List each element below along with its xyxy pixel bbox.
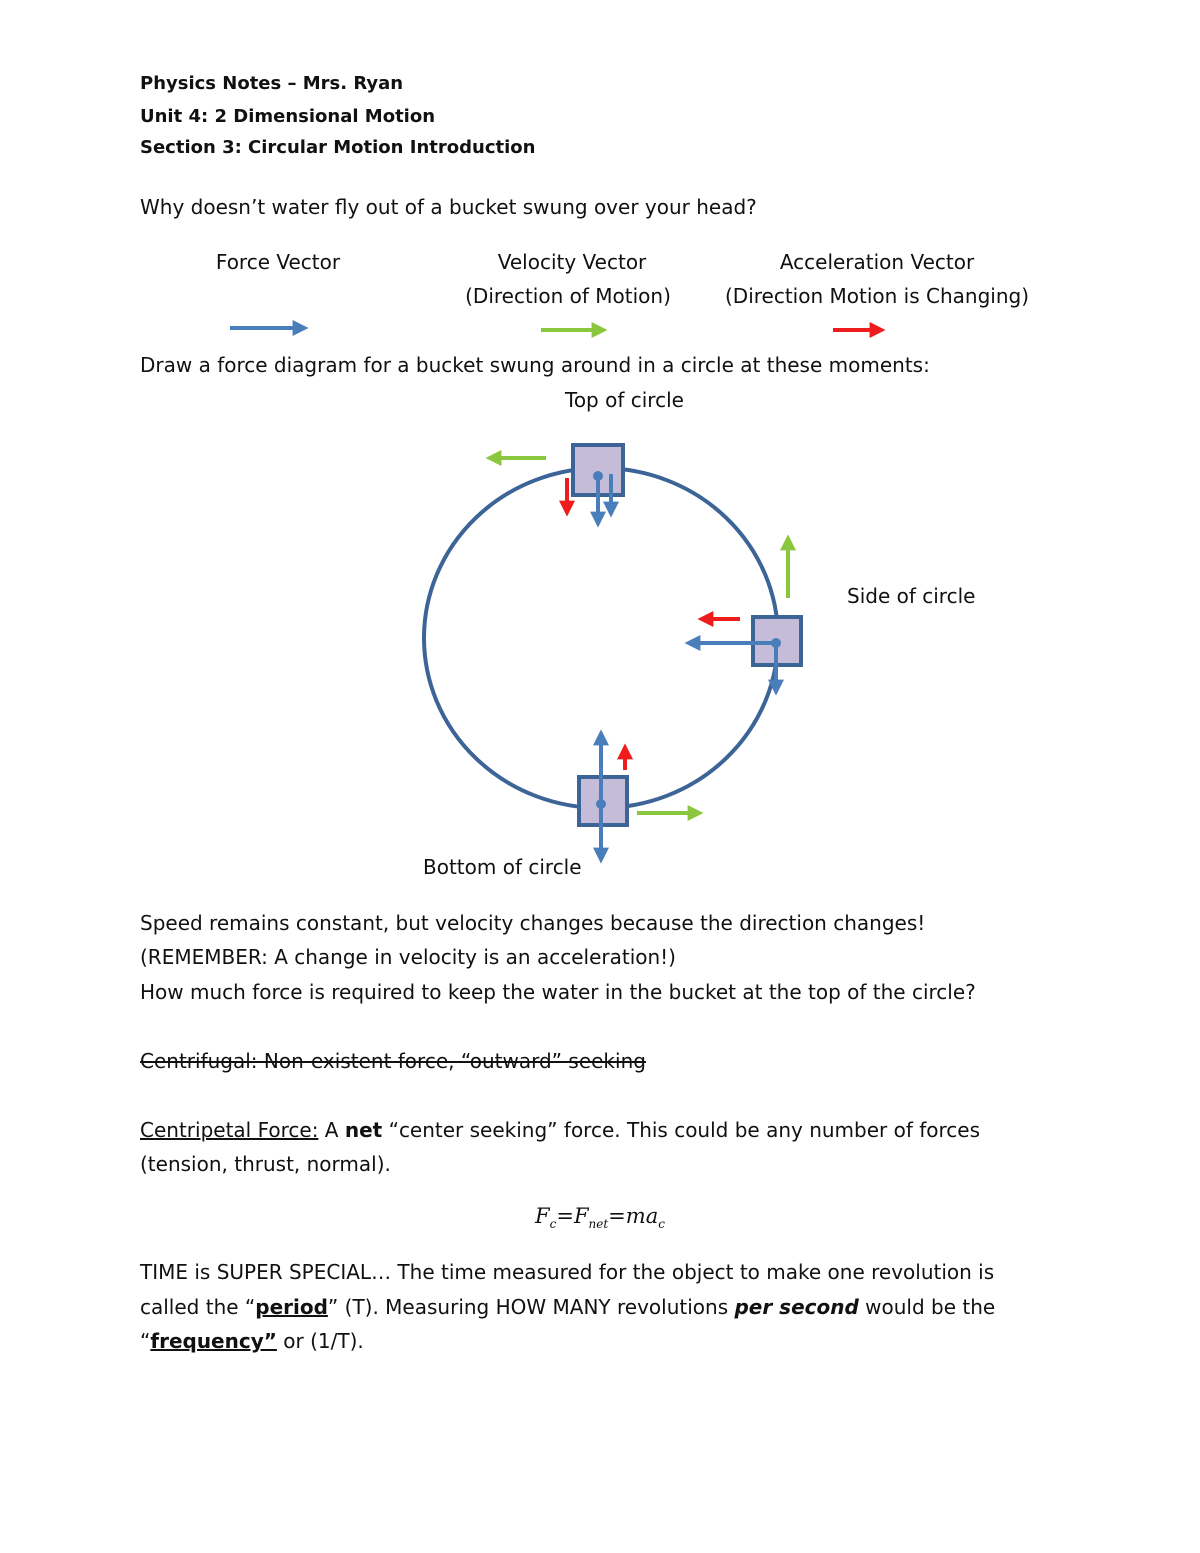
question: Why doesn’t water fly out of a bucket swung over your head? bbox=[140, 195, 757, 219]
header-title: Physics Notes – Mrs. Ryan bbox=[140, 73, 404, 94]
section-title: Section 3: Circular Motion Introduction bbox=[140, 137, 536, 158]
paragraph-speed: Speed remains constant, but velocity changes because the direction changes! bbox=[140, 911, 926, 935]
time-line-3: “frequency” or (1/T). bbox=[140, 1329, 364, 1353]
legend-velocity-sub: (Direction of Motion) bbox=[465, 284, 671, 308]
period-term: period bbox=[255, 1295, 328, 1319]
frequency-term: frequency” bbox=[150, 1329, 277, 1353]
time-line-1: TIME is SUPER SPECIAL… The time measured for the object to make one revolution is bbox=[140, 1260, 995, 1284]
legend-velocity-label: Velocity Vector bbox=[497, 250, 647, 274]
net-emphasis: net bbox=[344, 1118, 383, 1142]
centripetal-line-1: Centripetal Force: A net “center seeking” force. This could be any number of forces bbox=[140, 1118, 981, 1142]
centripetal-formula: $F_c=F_{net}=ma_c$ bbox=[535, 1204, 665, 1232]
per-second-term: per second bbox=[734, 1295, 859, 1319]
legend-acceleration-label: Acceleration Vector bbox=[779, 250, 975, 274]
centripetal-term: Centripetal Force: bbox=[140, 1118, 319, 1142]
top-bucket-center bbox=[593, 471, 603, 481]
legend-acceleration-sub: (Direction Motion is Changing) bbox=[724, 284, 1030, 308]
paragraph-remember: (REMEMBER: A change in velocity is an acceleration!) bbox=[140, 945, 676, 969]
top-of-circle-label: Top of circle bbox=[565, 388, 684, 412]
bottom-bucket-center bbox=[596, 799, 606, 809]
paragraph-question: How much force is required to keep the water in the bucket at the top of the circle? bbox=[140, 980, 976, 1004]
centrifugal-note: Centrifugal: Non-existent force, “outward” seeking bbox=[140, 1049, 646, 1073]
centripetal-line-2: (tension, thrust, normal). bbox=[140, 1152, 391, 1176]
side-of-circle-label: Side of circle bbox=[847, 584, 976, 608]
unit-title: Unit 4: 2 Dimensional Motion bbox=[140, 106, 436, 127]
time-line-2: called the “period” (T). Measuring HOW MANY revolutions per second would be the bbox=[140, 1295, 996, 1319]
side-bucket-center bbox=[771, 638, 781, 648]
legend-force-label: Force Vector bbox=[215, 250, 341, 274]
diagram-prompt: Draw a force diagram for a bucket swung around in a circle at these moments: bbox=[140, 353, 930, 377]
bottom-of-circle-label: Bottom of circle bbox=[423, 855, 582, 879]
